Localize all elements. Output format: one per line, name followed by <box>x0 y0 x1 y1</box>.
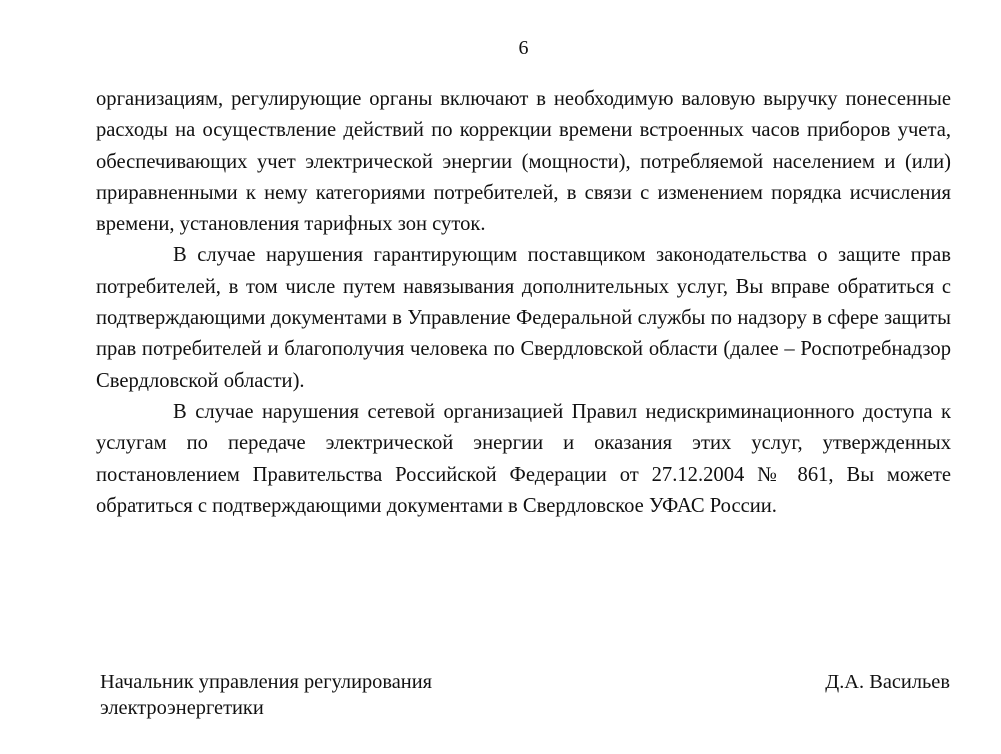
document-body <box>96 84 951 522</box>
paragraph-consumer-rights: В случае нарушения гарантирующим поставщиком законодательства о защите прав потребителей, в том числе путем навязывания дополнительных услуг, Вы вправе обратиться с подтверждающими документами в Управление Федеральной службы по надзору в сфере защиты прав потребителей и благополучия человека по Свердловской области (далее – Роспотребнадзор Свердловской области). <box>96 244 951 392</box>
signatory-name: Д.А. Васильев <box>825 671 950 693</box>
paragraph-continuation: организациям, регулирующие органы включают в необходимую валовую выручку понесенные расходы на осуществление действий по коррекции времени встроенных часов приборов учета, обеспечивающих учет электрической энергии (мощности), потребляемой населением и (или) приравненными к нему категориями потребителей, в связи с изменением порядка исчисления времени, установления тарифных зон суток. <box>96 88 951 236</box>
page-number: 6 <box>518 37 529 59</box>
signatory-position: Начальник управления регулирования электроэнергетики <box>100 671 432 719</box>
paragraph-network-access: В случае нарушения сетевой организацией Правил недискриминационного доступа к услугам по передаче электрической энергии и оказания этих услуг, утвержденных постановлением Правительства Российской Федерации от 27.12.2004 № 861, Вы можете обратиться с подтверждающими документами в Свердловское УФАС России. <box>96 400 951 517</box>
